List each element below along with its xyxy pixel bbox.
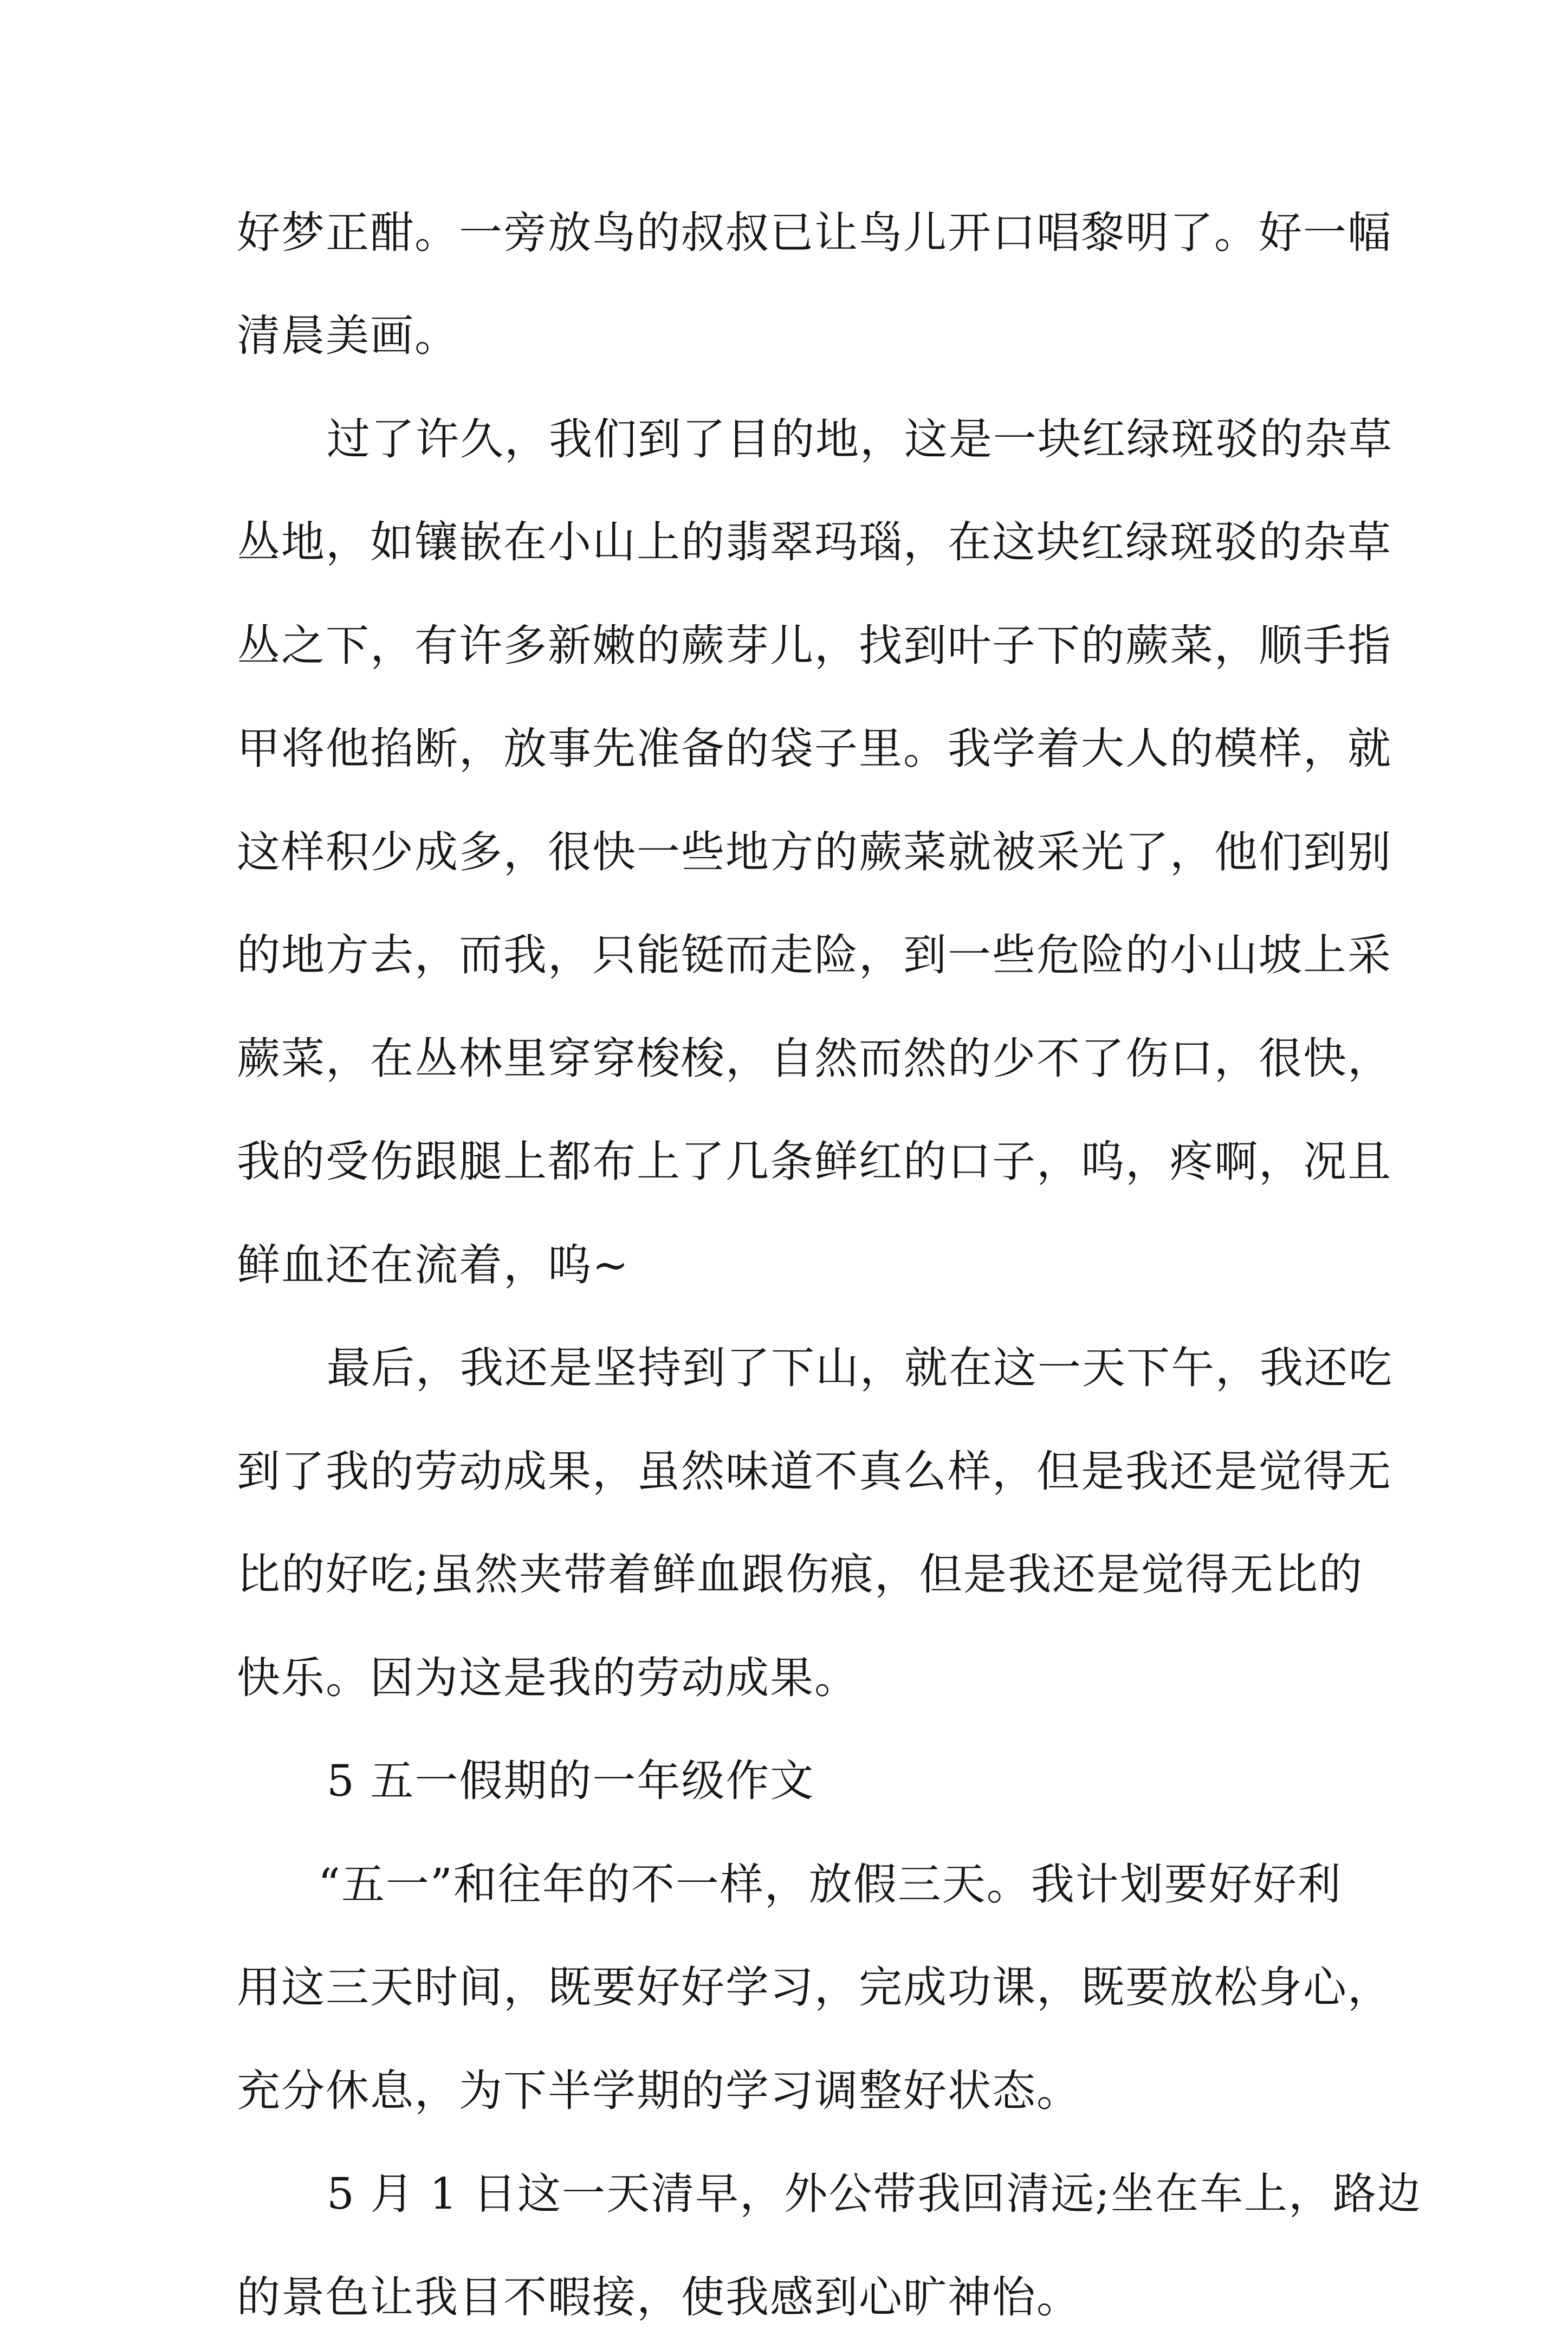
text-line: 丛之下，有许多新嫩的蕨芽儿，找到叶子下的蕨菜，顺手指 (237, 620, 1392, 671)
paragraph-start-line: 过了许久，我们到了目的地，这是一块红绿斑驳的杂草 (327, 414, 1393, 464)
text-line: 鲜血还在流着，呜~ (237, 1240, 630, 1290)
text-line: 比的好吃;虽然夹带着鲜血跟伤痕，但是我还是觉得无比的 (237, 1549, 1363, 1600)
paragraph-start-line: 5 月 1 日这一天清早，外公带我回清远;坐在车上，路边 (327, 2169, 1422, 2219)
text-line: 用这三天时间，既要好好学习，完成功课，既要放松身心， (237, 1962, 1392, 2012)
paragraph-start-line: “五一”和往年的不一样，放假三天。我计划要好好利 (318, 1859, 1342, 1910)
text-line: 这样积少成多，很快一些地方的蕨菜就被采光了，他们到别 (237, 827, 1392, 877)
text-line: 的地方去，而我，只能铤而走险，到一些危险的小山坡上采 (237, 930, 1392, 980)
text-line: 丛地，如镶嵌在小山上的翡翠玛瑙，在这块红绿斑驳的杂草 (237, 517, 1392, 567)
text-line: 快乐。因为这是我的劳动成果。 (237, 1653, 859, 1703)
text-line: 蕨菜，在丛林里穿穿梭梭，自然而然的少不了伤口，很快， (237, 1033, 1392, 1084)
text-line: 甲将他掐断，放事先准备的袋子里。我学着大人的模样，就 (237, 723, 1392, 774)
text-line: 到了我的劳动成果，虽然味道不真么样，但是我还是觉得无 (237, 1446, 1392, 1497)
text-line: 的景色让我目不暇接，使我感到心旷神怡。 (237, 2272, 1081, 2322)
paragraph-start-line: 最后，我还是坚持到了下山，就在这一天下午，我还吃 (327, 1343, 1393, 1393)
section-heading: 5 五一假期的一年级作文 (327, 1756, 815, 1806)
text-line: 好梦正酣。一旁放鸟的叔叔已让鸟儿开口唱黎明了。好一幅 (237, 208, 1392, 258)
text-line: 充分休息，为下半学期的学习调整好状态。 (237, 2066, 1081, 2116)
text-line: 清晨美画。 (237, 310, 459, 361)
text-line: 我的受伤跟腿上都布上了几条鲜红的口子，呜，疼啊，况且 (237, 1136, 1392, 1187)
